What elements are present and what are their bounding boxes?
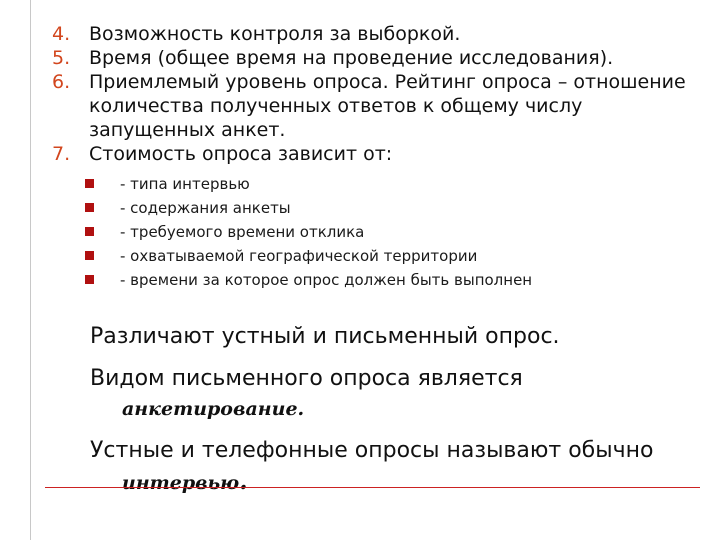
list-item xyxy=(52,268,702,292)
term-interview-line xyxy=(90,466,702,498)
list-item-text: Приемлемый уровень опроса. Рейтинг опроса – отношение количества полученных ответов к общему числу запущенных анкет. xyxy=(89,71,686,141)
list-item-text: - требуемого времени отклика xyxy=(120,223,365,241)
list-item xyxy=(52,172,702,196)
list-item xyxy=(52,220,702,244)
list-item-text: Возможность контроля за выборкой. xyxy=(89,23,461,45)
square-bullet-icon xyxy=(85,275,94,284)
cost-factors-list xyxy=(52,172,702,292)
list-item xyxy=(52,22,702,46)
term-questionnaire: анкетирование. xyxy=(122,398,305,420)
paragraph-oral-survey xyxy=(90,436,702,498)
list-item-text: - охватываемой географической территории xyxy=(120,247,478,265)
list-marker: 6. xyxy=(52,71,71,93)
list-marker: 5. xyxy=(52,47,71,69)
left-frame-line xyxy=(30,0,31,540)
square-bullet-icon xyxy=(85,227,94,236)
term-interview: интервью xyxy=(122,472,240,494)
paragraph-lead: Устные и телефонные опросы называют обычно xyxy=(90,438,654,463)
list-marker: 4. xyxy=(52,23,71,45)
list-item-text: - содержания анкеты xyxy=(120,199,291,217)
numbered-list xyxy=(52,22,702,166)
list-item-text: - типа интервью xyxy=(120,175,250,193)
list-item xyxy=(52,142,702,166)
period: . xyxy=(239,466,248,495)
paragraph-written-survey xyxy=(90,364,702,424)
paragraph-lead: Видом письменного опроса является xyxy=(90,366,523,391)
square-bullet-icon xyxy=(85,179,94,188)
list-item-text: Стоимость опроса зависит от: xyxy=(89,143,393,165)
bottom-divider xyxy=(45,487,700,488)
list-item xyxy=(52,46,702,70)
list-item-text: Время (общее время на проведение исследования). xyxy=(89,47,614,69)
slide-content xyxy=(52,22,702,292)
list-marker: 7. xyxy=(52,143,71,165)
list-item xyxy=(52,244,702,268)
paragraph-block xyxy=(90,322,702,510)
square-bullet-icon xyxy=(85,251,94,260)
list-item xyxy=(52,196,702,220)
list-item-text: - времени за которое опрос должен быть выполнен xyxy=(120,271,533,289)
list-item xyxy=(52,70,702,142)
paragraph-survey-types: Различают устный и письменный опрос. xyxy=(90,324,560,349)
square-bullet-icon xyxy=(85,203,94,212)
